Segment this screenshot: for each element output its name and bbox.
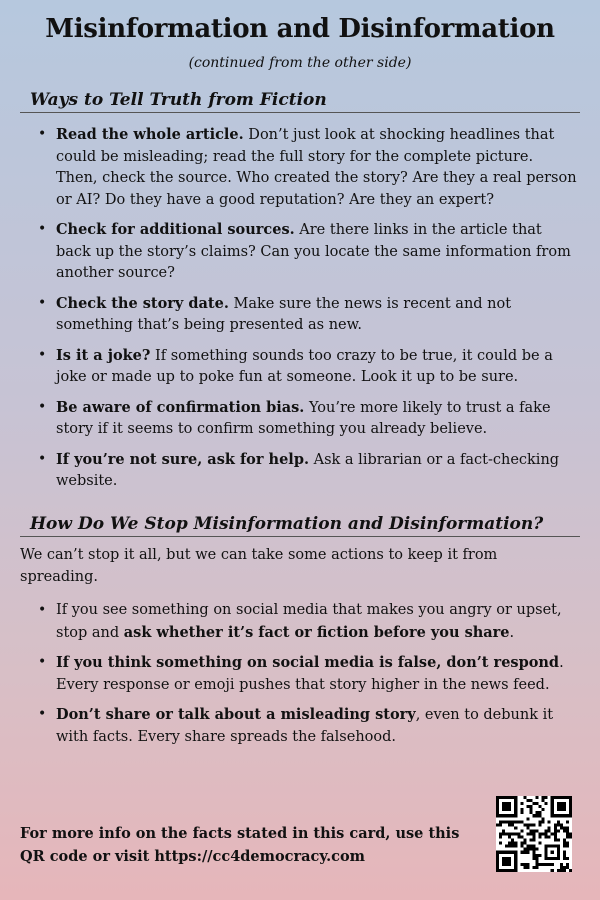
list-item bbox=[38, 345, 578, 389]
qr-module bbox=[523, 848, 526, 851]
qr-module bbox=[563, 842, 566, 845]
qr-module bbox=[539, 842, 542, 845]
item-text: You’re more likely to trust a fake story if it seems to confirm something you already believe. bbox=[56, 399, 551, 437]
qr-module bbox=[529, 829, 532, 832]
qr-module bbox=[532, 814, 535, 817]
qr-module bbox=[520, 842, 523, 845]
item-text: Don’t just look at shocking headlines that could be misleading; read the full story for the complete picture. Then, check the source. Who created the story? Are they a real person or AI? Do they have a good reputation? Are they an expert? bbox=[56, 127, 577, 208]
qr-module bbox=[505, 832, 508, 835]
qr-module bbox=[557, 823, 560, 826]
qr-module bbox=[548, 863, 551, 866]
qr-module bbox=[529, 805, 532, 808]
qr-module bbox=[536, 863, 539, 866]
qr-module bbox=[566, 829, 569, 832]
qr-module bbox=[523, 851, 526, 854]
qr-module bbox=[514, 820, 517, 823]
qr-module bbox=[566, 845, 569, 848]
item-bold: Read the whole article. bbox=[56, 126, 244, 143]
qr-module bbox=[520, 863, 523, 866]
qr-module bbox=[505, 845, 508, 848]
qr-module bbox=[529, 845, 532, 848]
qr-module bbox=[566, 832, 569, 835]
qr-module bbox=[560, 826, 563, 829]
qr-module bbox=[566, 863, 569, 866]
qr-module bbox=[520, 829, 523, 832]
section-heading-stop-misinfo: How Do We Stop Misinformation and Disinformation? bbox=[20, 514, 580, 537]
section-intro: We can’t stop it all, but we can take some actions to keep it from spreading. bbox=[20, 547, 498, 585]
qr-module bbox=[539, 814, 542, 817]
qr-code[interactable] bbox=[496, 796, 572, 872]
qr-module bbox=[563, 857, 566, 860]
qr-module bbox=[523, 796, 526, 799]
qr-module bbox=[545, 832, 548, 835]
qr-module bbox=[545, 796, 548, 799]
qr-module bbox=[526, 805, 529, 808]
qr-module bbox=[529, 823, 532, 826]
qr-module bbox=[563, 869, 566, 872]
qr-module bbox=[536, 796, 539, 799]
qr-module bbox=[499, 832, 502, 835]
qr-module bbox=[563, 829, 566, 832]
qr-module bbox=[532, 854, 535, 857]
footer-info: For more info on the facts stated in this card, use this QR code or visit https://cc4democracy.com bbox=[20, 825, 460, 865]
qr-module bbox=[529, 811, 532, 814]
item-text: , even to debunk it with facts. Every share spreads the falsehood. bbox=[56, 707, 554, 745]
qr-module bbox=[554, 823, 557, 826]
qr-module bbox=[508, 823, 511, 826]
qr-module bbox=[536, 860, 539, 863]
qr-module bbox=[532, 836, 535, 839]
qr-module bbox=[496, 823, 499, 826]
qr-module bbox=[563, 851, 566, 854]
page-subtitle: (continued from the other side) bbox=[188, 55, 412, 71]
qr-module bbox=[529, 839, 532, 842]
qr-module bbox=[502, 820, 505, 823]
qr-module bbox=[511, 832, 514, 835]
list-item bbox=[38, 219, 578, 285]
section-heading-truth-fiction: Ways to Tell Truth from Fiction bbox=[20, 90, 580, 113]
qr-module bbox=[517, 836, 520, 839]
qr-module bbox=[551, 869, 554, 872]
qr-module bbox=[529, 832, 532, 835]
item-bold: Check for additional sources. bbox=[56, 221, 295, 238]
qr-module bbox=[542, 808, 545, 811]
qr-module bbox=[529, 808, 532, 811]
qr-module bbox=[523, 842, 526, 845]
qr-module bbox=[532, 857, 535, 860]
qr-module bbox=[569, 869, 572, 872]
item-text: Are there links in the article that back up the story’s claims? Can you locate the same information from another source? bbox=[56, 222, 571, 281]
qr-module bbox=[526, 799, 529, 802]
qr-module bbox=[539, 854, 542, 857]
qr-module bbox=[514, 832, 517, 835]
qr-module bbox=[517, 820, 520, 823]
qr-module bbox=[551, 863, 554, 866]
qr-module bbox=[526, 863, 529, 866]
qr-module bbox=[536, 848, 539, 851]
qr-module bbox=[536, 811, 539, 814]
list-item bbox=[38, 652, 578, 696]
qr-module bbox=[539, 863, 542, 866]
qr-module bbox=[536, 814, 539, 817]
list-item bbox=[38, 397, 578, 441]
qr-module bbox=[502, 832, 505, 835]
qr-module bbox=[554, 832, 557, 835]
qr-module bbox=[532, 839, 535, 842]
qr-module bbox=[532, 802, 535, 805]
qr-module bbox=[523, 823, 526, 826]
qr-module bbox=[508, 832, 511, 835]
qr-module bbox=[526, 823, 529, 826]
item-text: . Every response or emoji pushes that story higher in the news feed. bbox=[56, 655, 564, 693]
page-title: Misinformation and Disinformation bbox=[45, 14, 555, 44]
qr-module bbox=[520, 845, 523, 848]
qr-module bbox=[536, 857, 539, 860]
qr-module bbox=[566, 826, 569, 829]
qr-module bbox=[502, 829, 505, 832]
qr-module bbox=[542, 863, 545, 866]
qr-module bbox=[536, 866, 539, 869]
qr-module bbox=[557, 869, 560, 872]
qr-module bbox=[542, 796, 545, 799]
qr-module bbox=[532, 823, 535, 826]
list-item bbox=[38, 124, 578, 211]
qr-module bbox=[554, 839, 557, 842]
qr-module bbox=[542, 817, 545, 820]
qr-module bbox=[542, 820, 545, 823]
qr-module bbox=[566, 866, 569, 869]
qr-module bbox=[545, 836, 548, 839]
qr-module bbox=[508, 836, 511, 839]
qr-module bbox=[529, 799, 532, 802]
qr-module bbox=[560, 869, 563, 872]
qr-module bbox=[532, 866, 535, 869]
qr-module bbox=[536, 829, 539, 832]
qr-module bbox=[520, 836, 523, 839]
qr-module bbox=[526, 817, 529, 820]
qr-module bbox=[526, 866, 529, 869]
item-bold: If you think something on social media is false, don’t respond bbox=[56, 654, 560, 671]
qr-module bbox=[545, 863, 548, 866]
qr-module bbox=[526, 826, 529, 829]
qr-module bbox=[557, 829, 560, 832]
qr-module bbox=[539, 805, 542, 808]
qr-module bbox=[499, 820, 502, 823]
item-bold: Check the story date. bbox=[56, 294, 229, 312]
qr-module bbox=[499, 842, 502, 845]
qr-module bbox=[523, 863, 526, 866]
qr-module bbox=[532, 845, 535, 848]
qr-module bbox=[548, 826, 551, 829]
qr-module bbox=[548, 836, 551, 839]
qr-module bbox=[499, 836, 502, 839]
qr-module bbox=[557, 839, 560, 842]
qr-module bbox=[532, 832, 535, 835]
qr-module bbox=[523, 839, 526, 842]
qr-module bbox=[499, 823, 502, 826]
qr-module bbox=[566, 857, 569, 860]
qr-module bbox=[551, 832, 554, 835]
qr-module bbox=[532, 851, 535, 854]
qr-module bbox=[566, 836, 569, 839]
qr-module bbox=[542, 832, 545, 835]
qr-module bbox=[520, 820, 523, 823]
qr-module bbox=[520, 811, 523, 814]
qr-module bbox=[539, 832, 542, 835]
qr-module bbox=[542, 799, 545, 802]
list-item bbox=[38, 293, 578, 337]
item-text: If you see something on social media that makes you angry or upset, stop and bbox=[56, 602, 562, 641]
qr-module bbox=[508, 845, 511, 848]
qr-module bbox=[566, 842, 569, 845]
qr-module bbox=[511, 842, 514, 845]
qr-module bbox=[532, 848, 535, 851]
qr-module bbox=[560, 823, 563, 826]
qr-module bbox=[526, 848, 529, 851]
qr-module bbox=[511, 823, 514, 826]
item-bold: If you’re not sure, ask for help. bbox=[56, 450, 310, 468]
item-text: . bbox=[509, 624, 515, 641]
list-item bbox=[38, 449, 578, 493]
qr-module bbox=[557, 820, 560, 823]
item-text: Ask a librarian or a fact-checking website. bbox=[56, 451, 560, 489]
qr-module bbox=[548, 820, 551, 823]
qr-module bbox=[505, 820, 508, 823]
qr-module bbox=[517, 832, 520, 835]
qr-module bbox=[539, 811, 542, 814]
qr-module bbox=[520, 808, 523, 811]
item-bold: Be aware of confirmation bias. bbox=[56, 398, 305, 416]
qr-module bbox=[511, 845, 514, 848]
qr-module bbox=[566, 820, 569, 823]
qr-module bbox=[560, 866, 563, 869]
qr-module bbox=[536, 854, 539, 857]
qr-module bbox=[554, 826, 557, 829]
qr-module bbox=[563, 826, 566, 829]
qr-module bbox=[508, 842, 511, 845]
qr-module bbox=[545, 802, 548, 805]
list-item bbox=[38, 704, 578, 748]
qr-module bbox=[539, 820, 542, 823]
qr-module bbox=[526, 851, 529, 854]
qr-module bbox=[508, 820, 511, 823]
qr-module bbox=[539, 836, 542, 839]
qr-module bbox=[511, 839, 514, 842]
qr-module bbox=[548, 829, 551, 832]
stop-misinfo-list bbox=[38, 600, 578, 756]
qr-module bbox=[529, 848, 532, 851]
qr-module bbox=[563, 845, 566, 848]
qr-module bbox=[560, 863, 563, 866]
qr-module bbox=[526, 832, 529, 835]
qr-module bbox=[523, 866, 526, 869]
item-text: If something sounds too crazy to be true, it could be a joke or made up to poke fun at someone. Look it up to be sure. bbox=[56, 347, 553, 385]
qr-module bbox=[569, 836, 572, 839]
qr-module bbox=[563, 866, 566, 869]
qr-module bbox=[536, 802, 539, 805]
qr-module bbox=[526, 845, 529, 848]
qr-module bbox=[554, 836, 557, 839]
truth-fiction-list bbox=[38, 124, 578, 501]
qr-module bbox=[554, 829, 557, 832]
item-text: Make sure the news is recent and not something that’s being presented as new. bbox=[56, 295, 512, 333]
qr-module bbox=[539, 823, 542, 826]
qr-module bbox=[514, 842, 517, 845]
qr-module bbox=[514, 826, 517, 829]
item-bold: ask whether it’s fact or fiction before you share bbox=[123, 623, 510, 641]
qr-module bbox=[569, 832, 572, 835]
qr-module bbox=[520, 802, 523, 805]
qr-module bbox=[563, 839, 566, 842]
item-bold: Is it a joke? bbox=[56, 346, 151, 364]
qr-module bbox=[532, 829, 535, 832]
item-bold: Don’t share or talk about a misleading story bbox=[56, 706, 416, 723]
qr-module bbox=[520, 851, 523, 854]
qr-module bbox=[514, 845, 517, 848]
qr-module bbox=[563, 854, 566, 857]
qr-module bbox=[545, 829, 548, 832]
list-item bbox=[38, 600, 578, 644]
qr-module bbox=[511, 820, 514, 823]
